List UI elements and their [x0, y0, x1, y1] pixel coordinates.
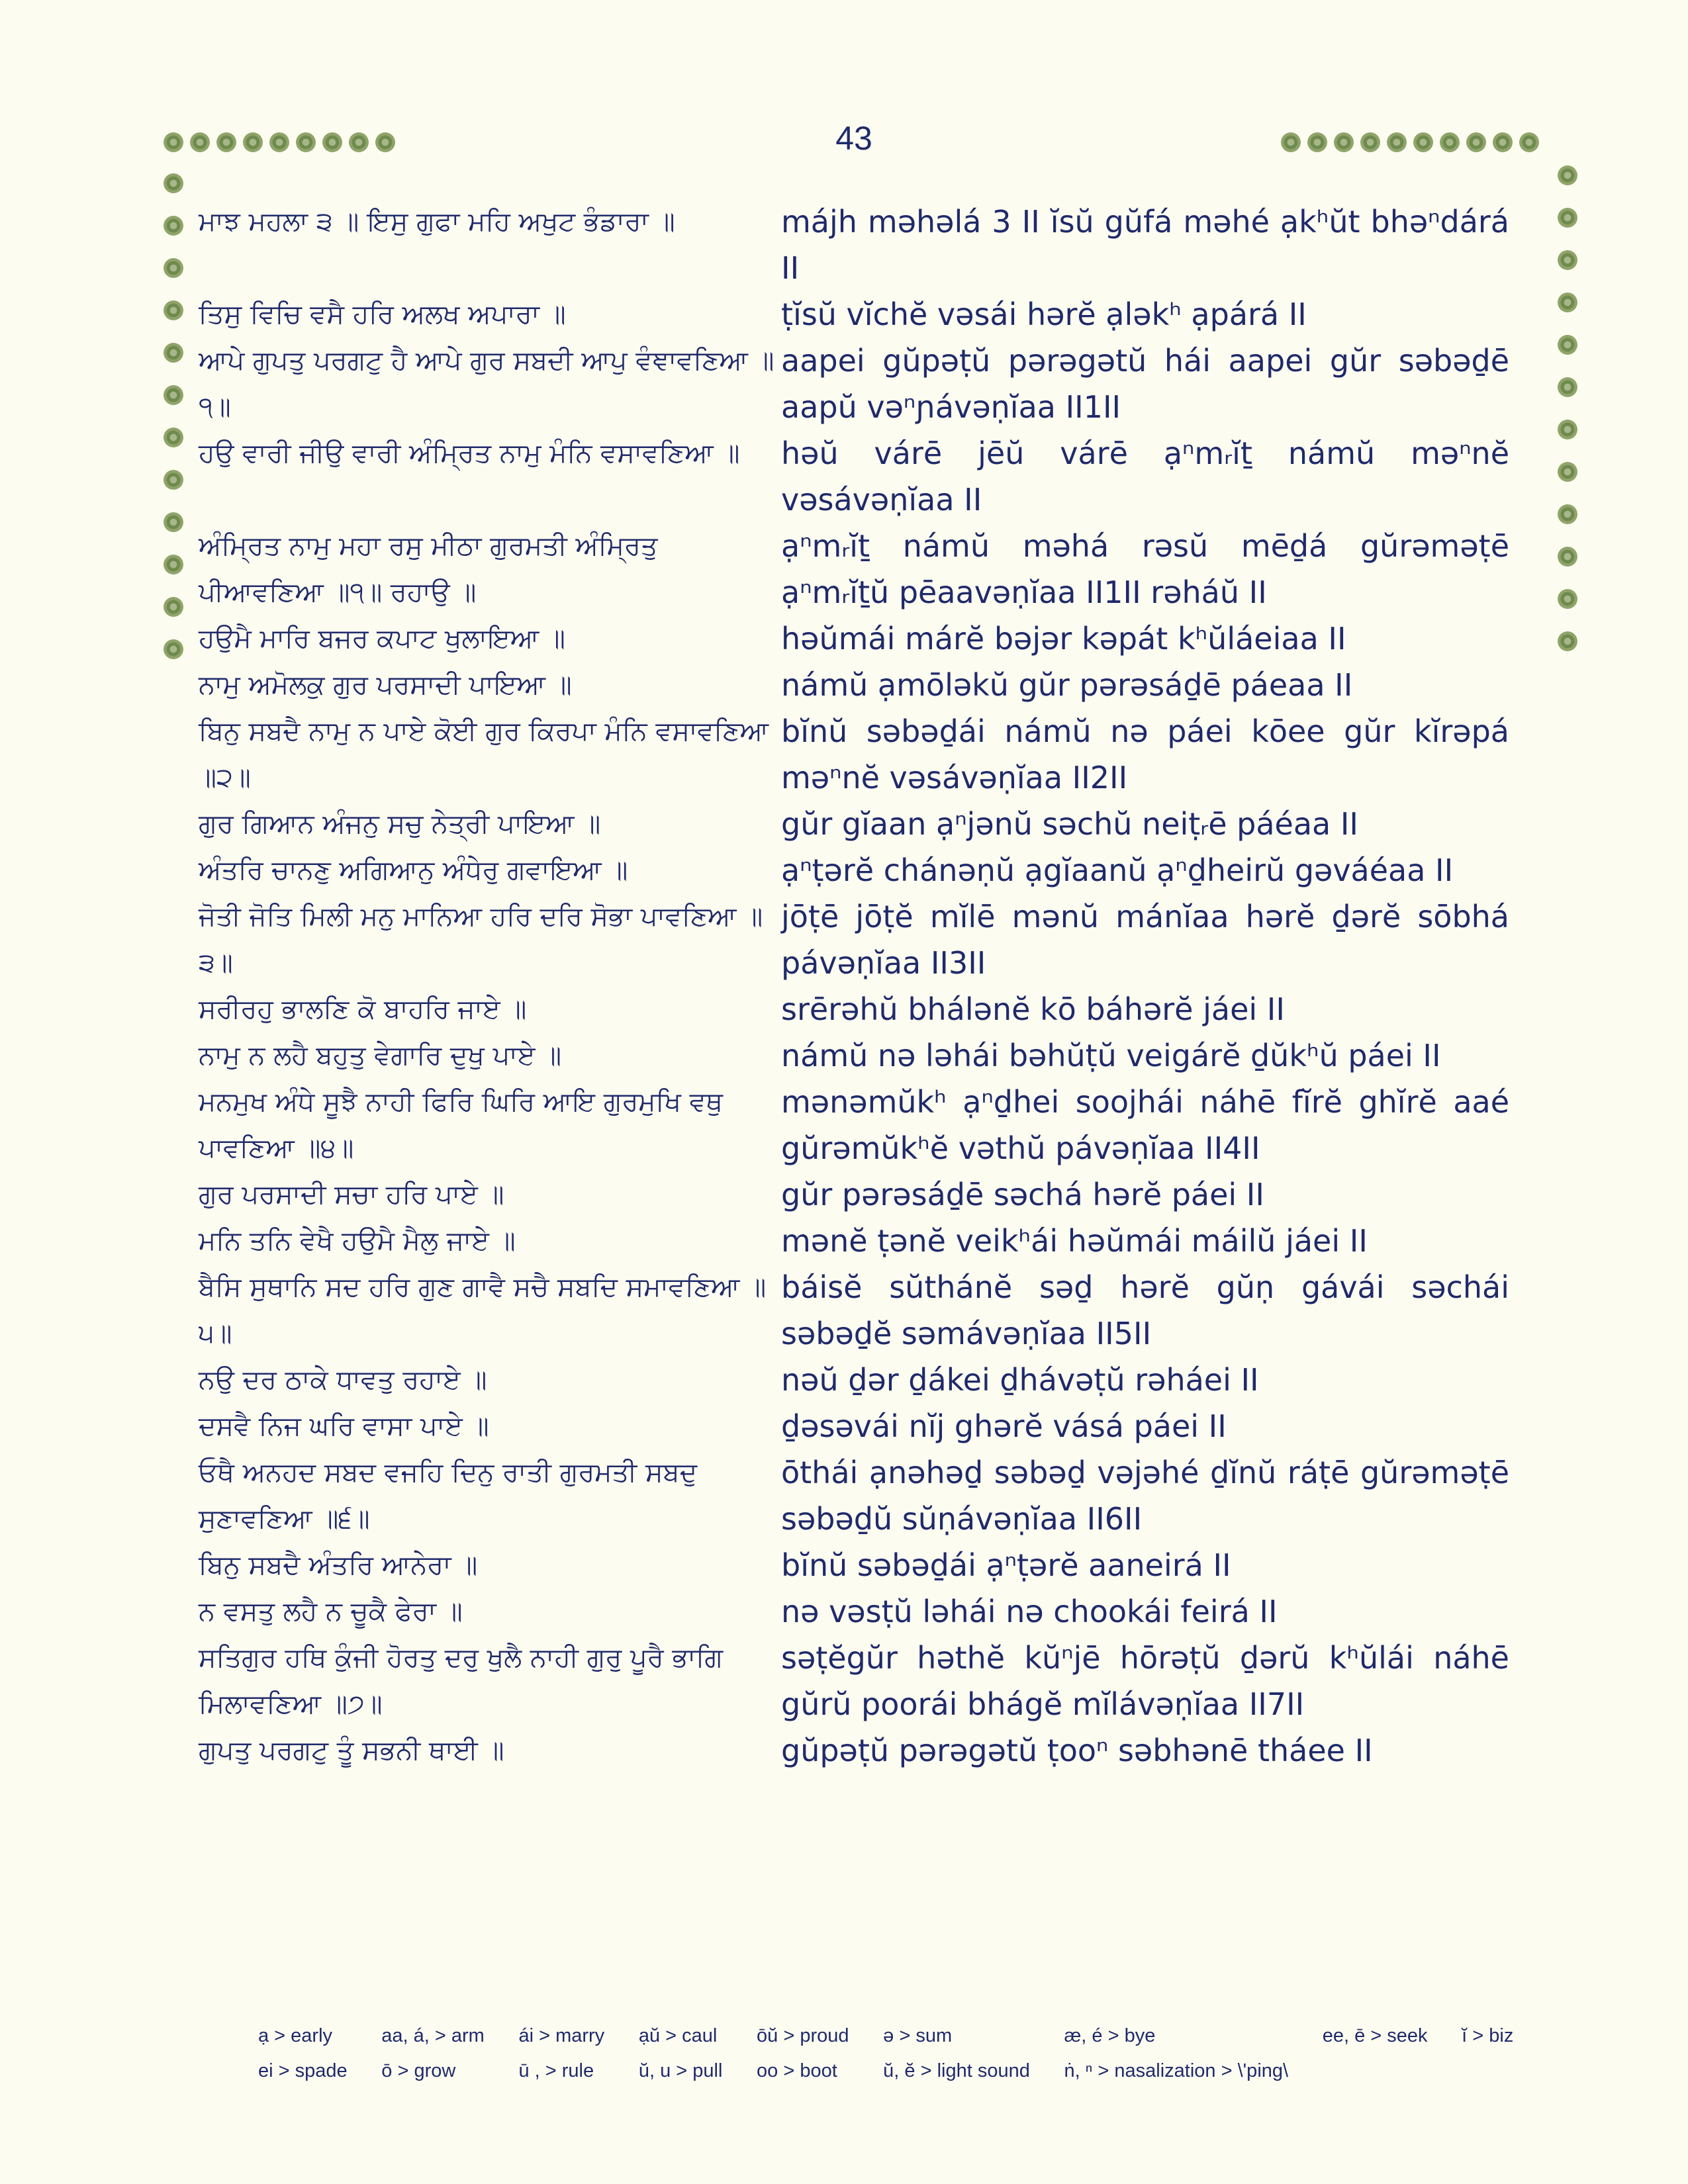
gurmukhi-line: ਜੋਤੀ ਜੋਤਿ ਮਿਲੀ ਮਨੁ ਮਾਨਿਆ ਹਰਿ ਦਰਿ ਸੋਭਾ ਪਾਵਣਿਆ ॥੩॥ [199, 901, 763, 978]
flower-icon [164, 428, 183, 447]
legend-item: ŭ, ĕ > light sound [883, 2060, 1030, 2081]
legend-item: ĭ > biz [1462, 2025, 1514, 2046]
legend-item: ee, ē > seek [1322, 2025, 1428, 2046]
transliteration-line: bĭnŭ səbəḏái ạⁿṭərĕ aaneirá II [781, 1547, 1231, 1583]
transliteration-line: həŭmái márĕ bəjər kəpát kʰŭláeiaa II [781, 621, 1346, 657]
gurmukhi-line: ਨਾਮੁ ਨ ਲਹੈ ਬਹੁਤੁ ਵੇਗਾਰਿ ਦੁਖੁ ਪਾਏ ॥ [199, 1040, 562, 1071]
verse-row [199, 1171, 1523, 1218]
verse-row [199, 1079, 1523, 1171]
gurmukhi-line: ਮਾਝ ਮਹਲਾ ੩ ॥ ਇਸੁ ਗੁਫਾ ਮਹਿ ਅਖੁਟ ਭੰਡਾਰਾ ॥ [199, 206, 675, 237]
verse-row [199, 986, 1523, 1032]
verse-row [199, 1635, 1523, 1727]
flower-icon [164, 132, 183, 152]
verse-row [199, 1032, 1523, 1079]
flower-icon [1558, 631, 1577, 651]
flower-icon [164, 470, 183, 490]
legend-item: ŭ, u > pull [638, 2060, 723, 2081]
flower-icon [296, 132, 316, 152]
flower-icon [1558, 462, 1577, 482]
top-left-flower-ornament [164, 132, 395, 152]
gurmukhi-line: ਗੁਰ ਪਰਸਾਦੀ ਸਚਾ ਹਰਿ ਪਾਏ ॥ [199, 1179, 504, 1210]
flower-icon [1387, 132, 1407, 152]
flower-icon [164, 300, 183, 320]
legend-item: ái > marry [518, 2025, 605, 2046]
flower-icon [1519, 132, 1539, 152]
legend-item: ōŭ > proud [757, 2025, 849, 2046]
transliteration-line: námŭ nə ləhái bəhŭṭŭ veigárĕ ḏŭkʰŭ páei II [781, 1038, 1441, 1073]
transliteration-line: ạⁿmᵣĭṯ námŭ məhá rəsŭ mēḏá gŭrəməṭē ạⁿmᵣĭṯŭ pēaavəṇĭaa II1II rəháŭ II [781, 528, 1509, 610]
flower-icon [1307, 132, 1327, 152]
flower-icon [1334, 132, 1354, 152]
gurmukhi-line: ਸਤਿਗੁਰ ਹਥਿ ਕੁੰਜੀ ਹੋਰਤੁ ਦਰੁ ਖੁਲੈ ਨਾਹੀ ਗੁਰੁ ਪੂਰੈ ਭਾਗਿ ਮਿਲਾਵਣਿਆ ॥੭॥ [199, 1643, 731, 1719]
flower-icon [164, 385, 183, 405]
flower-icon [190, 132, 210, 152]
gurmukhi-line: ਦਸਵੈ ਨਿਜ ਘਰਿ ਵਾਸਾ ਪਾਏ ॥ [199, 1411, 489, 1441]
legend-item: ạ > early [258, 2025, 333, 2046]
transliteration-line: gŭr gĭaan ạⁿjənŭ səchŭ neiṭᵣē páéaa II [781, 806, 1358, 842]
gurmukhi-line: ਨਾਮੁ ਅਮੋਲਕੁ ਗੁਰ ਪਰਸਾਦੀ ਪਾਇਆ ॥ [199, 670, 572, 700]
transliteration-line: ōthái ạnəhəḏ səbəḏ vəjəhé ḏĭnŭ ráṭē gŭrəməṭē səbəḏŭ sŭṇávəṇĭaa II6II [781, 1455, 1509, 1537]
transliteration-line: námŭ ạmōləkŭ gŭr pərəsáḏē páeaa II [781, 667, 1353, 703]
verse-row [199, 893, 1523, 986]
legend-item: ū , > rule [518, 2060, 594, 2081]
legend-item: oo > boot [757, 2060, 837, 2081]
flower-icon [216, 132, 236, 152]
transliteration-line: aapei gŭpəṭŭ pərəgətŭ hái aapei gŭr səbəḏē aapŭ vəⁿɲávəṇĭaa II1II [781, 343, 1509, 425]
transliteration-line: májh məhəlá 3 II ĭsŭ gŭfá məhé ạkʰŭt bhəⁿdárá II [781, 204, 1509, 286]
verse-row [199, 662, 1523, 708]
verse-row [199, 801, 1523, 847]
transliteration-line: gŭpəṭŭ pərəgətŭ ṭooⁿ səbhənē tháee II [781, 1733, 1373, 1768]
flower-icon [164, 343, 183, 363]
legend-item: ō > grow [381, 2060, 456, 2081]
flower-icon [164, 639, 183, 659]
gurmukhi-line: ਆਪੇ ਗੁਪਤੁ ਪਰਗਟੁ ਹੈ ਆਪੇ ਗੁਰ ਸਬਦੀ ਆਪੁ ਵੰਞਾਵਣਿਆ ॥੧॥ [199, 345, 774, 422]
flower-icon [1558, 504, 1577, 524]
gurmukhi-line: ਓਥੈ ਅਨਹਦ ਸਬਦ ਵਜਹਿ ਦਿਨੁ ਰਾਤੀ ਗੁਰਮਤੀ ਸਬਦੁ ਸੁਣਾਵਣਿਆ ॥੬॥ [199, 1457, 706, 1534]
right-flower-ornament [1558, 165, 1577, 674]
flower-icon [1558, 547, 1577, 567]
verse-row [199, 430, 1523, 523]
verse-row [199, 338, 1523, 430]
gurmukhi-line: ਗੁਪਤੁ ਪਰਗਟੁ ਤੂੰ ਸਭਨੀ ਥਾਈ ॥ [199, 1735, 504, 1766]
legend-item: ə > sum [883, 2025, 953, 2046]
gurmukhi-line: ਨਉ ਦਰ ਠਾਕੇ ਧਾਵਤੁ ਰਹਾਏ ॥ [199, 1365, 487, 1395]
verse-row [199, 708, 1523, 801]
flower-icon [375, 132, 395, 152]
flower-icon [1466, 132, 1486, 152]
transliteration-line: səṭĕgŭr həthĕ kŭⁿjē hōrəṭŭ ḏərŭ kʰŭlái náhē gŭrŭ poorái bhágĕ mĭlávəṇĭaa II7II [781, 1640, 1509, 1722]
flower-icon [1558, 377, 1577, 397]
verse-row [199, 847, 1523, 893]
verse-row [199, 1449, 1523, 1542]
legend-item: æ, é > bye [1064, 2025, 1156, 2046]
gurmukhi-line: ਬਿਨੁ ਸਬਦੈ ਅੰਤਰਿ ਆਨੇਰਾ ॥ [199, 1550, 478, 1580]
flower-icon [164, 512, 183, 532]
transliteration-line: mənəmŭkʰ ạⁿḏhei soojhái náhē fĭrĕ ghĭrĕ aaé gŭrəmŭkʰĕ vəthŭ pávəṇĭaa II4II [781, 1084, 1509, 1166]
transliteration-line: nəŭ ḏər ḏákei ḏhávəṭŭ rəháei II [781, 1362, 1259, 1398]
transliteration-line: bĭnŭ səbəḏái námŭ nə páei kōee gŭr kĭrəpá məⁿnĕ vəsávəṇĭaa II2II [781, 713, 1509, 796]
verse-row [199, 199, 1523, 291]
flower-icon [1440, 132, 1460, 152]
flower-icon [164, 555, 183, 574]
flower-icon [1281, 132, 1301, 152]
gurmukhi-line: ਮਨਮੁਖ ਅੰਧੇ ਸੂਝੈ ਨਾਹੀ ਫਿਰਿ ਘਿਰਿ ਆਇ ਗੁਰਮੁਖਿ ਵਥੁ ਪਾਵਣਿਆ ॥੪॥ [199, 1087, 731, 1163]
gurmukhi-line: ਨ ਵਸਤੁ ਲਹੈ ਨ ਚੂਕੈ ਫੇਰਾ ॥ [199, 1596, 463, 1627]
verse-row [199, 1542, 1523, 1588]
verse-row [199, 523, 1523, 615]
left-flower-ornament [164, 173, 183, 682]
flower-icon [1558, 293, 1577, 312]
verse-list [199, 199, 1523, 1774]
gurmukhi-line: ਸਰੀਰਹੁ ਭਾਲਣਿ ਕੋ ਬਾਹਰਿ ਜਾਏ ॥ [199, 994, 527, 1024]
flower-icon [1558, 589, 1577, 609]
flower-icon [1558, 420, 1577, 439]
verse-row [199, 1588, 1523, 1635]
gurmukhi-line: ਬੈਸਿ ਸੁਥਾਨਿ ਸਦ ਹਰਿ ਗੁਣ ਗਾਵੈ ਸਚੈ ਸਬਦਿ ਸਮਾਵਣਿਆ ॥੫॥ [199, 1272, 767, 1349]
flower-icon [1413, 132, 1433, 152]
flower-icon [349, 132, 369, 152]
verse-row [199, 1264, 1523, 1357]
gurmukhi-line: ਗੁਰ ਗਿਆਨ ਅੰਜਨੁ ਸਚੁ ਨੇਤ੍ਰੀ ਪਾਇਆ ॥ [199, 809, 601, 839]
verse-row [199, 1357, 1523, 1403]
flower-icon [1558, 165, 1577, 185]
gurmukhi-line: ਮਨਿ ਤਨਿ ਵੇਖੈ ਹਉਮੈ ਮੈਲੁ ਜਾਏ ॥ [199, 1226, 516, 1256]
transliteration-line: ṭĭsŭ vĭchĕ vəsái hərĕ ạləkʰ ạpárá II [781, 296, 1307, 332]
flower-icon [164, 258, 183, 278]
flower-icon [164, 216, 183, 236]
pronunciation-legend [258, 2025, 1516, 2082]
gurmukhi-line: ਅੰਤਰਿ ਚਾਨਣੁ ਅਗਿਆਨੁ ਅੰਧੇਰੁ ਗਵਾਇਆ ॥ [199, 855, 628, 886]
flower-icon [243, 132, 263, 152]
gurmukhi-line: ਹਉ ਵਾਰੀ ਜੀਉ ਵਾਰੀ ਅੰਮ੍ਰਿਤ ਨਾਮੁ ਮੰਨਿ ਵਸਾਵਣਿਆ ॥ [199, 438, 740, 469]
transliteration-line: həŭ várē jēŭ várē ạⁿmᵣĭṯ námŭ məⁿnĕ vəsávəṇĭaa II [781, 435, 1509, 518]
flower-icon [164, 597, 183, 617]
legend-item: ạŭ > caul [638, 2025, 718, 2046]
verse-row [199, 1727, 1523, 1774]
flower-icon [1558, 250, 1577, 270]
transliteration-line: gŭr pərəsáḏē səchá hərĕ páei II [781, 1177, 1264, 1212]
verse-row [199, 1403, 1523, 1449]
flower-icon [1493, 132, 1513, 152]
flower-icon [164, 173, 183, 193]
legend-item: aa, á, > arm [381, 2025, 485, 2046]
gurmukhi-line: ਹਉਮੈ ਮਾਰਿ ਬਜਰ ਕਪਾਟ ਖੁਲਾਇਆ ॥ [199, 623, 565, 654]
transliteration-line: ạⁿṭərĕ chánəṇŭ ạgĭaanŭ ạⁿḏheirŭ gəváéaa II [781, 852, 1454, 888]
flower-icon [1558, 335, 1577, 355]
flower-icon [269, 132, 289, 152]
transliteration-line: srērəhŭ bhálənĕ kō báhərĕ jáei II [781, 991, 1285, 1027]
flower-icon [1360, 132, 1380, 152]
gurmukhi-line: ਬਿਨੁ ਸਬਦੈ ਨਾਮੁ ਨ ਪਾਏ ਕੋਈ ਗੁਰ ਕਿਰਪਾ ਮੰਨਿ ਵਸਾਵਣਿਆ ॥੨॥ [199, 716, 777, 793]
transliteration-line: nə vəsṭŭ ləhái nə chookái feirá II [781, 1594, 1278, 1629]
top-right-flower-ornament [1281, 132, 1539, 152]
transliteration-line: báisĕ sŭthánĕ səḏ hərĕ gŭṇ gávái səchái səbəḏĕ səmávəṇĭaa II5II [781, 1269, 1509, 1351]
gurmukhi-line: ਤਿਸੁ ਵਿਚਿ ਵਸੈ ਹਰਿ ਅਲਖ ਅਪਾਰਾ ॥ [199, 299, 566, 330]
flower-icon [322, 132, 342, 152]
legend-item: ei > spade [258, 2060, 348, 2081]
verse-row [199, 291, 1523, 338]
legend-item: ṅ, ⁿ > nasalization > \'ping\ [1064, 2060, 1289, 2081]
gurmukhi-line: ਅੰਮ੍ਰਿਤ ਨਾਮੁ ਮਹਾ ਰਸੁ ਮੀਠਾ ਗੁਰਮਤੀ ਅੰਮ੍ਰਿਤੁ ਪੀਆਵਣਿਆ ॥੧॥ ਰਹਾਉ ॥ [199, 531, 667, 608]
verse-row [199, 1218, 1523, 1264]
page-number: 43 [835, 120, 872, 157]
transliteration-line: jōṭē jōṭĕ mĭlē mənŭ mánĭaa hərĕ ḏərĕ sōbhá pávəṇĭaa II3II [781, 899, 1509, 981]
transliteration-line: ḏəsəvái nĭj ghərĕ vásá páei II [781, 1408, 1227, 1444]
flower-icon [1558, 208, 1577, 228]
transliteration-line: mənĕ ṭənĕ veikʰái həŭmái máilŭ jáei II [781, 1223, 1368, 1259]
verse-row [199, 615, 1523, 662]
